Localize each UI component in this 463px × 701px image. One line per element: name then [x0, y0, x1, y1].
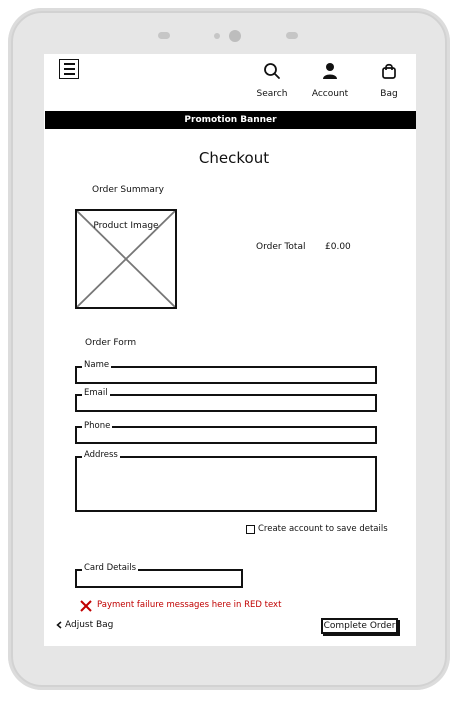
account-icon: [321, 62, 339, 80]
adjust-bag-label: Adjust Bag: [65, 620, 114, 630]
nav-search[interactable]: [256, 62, 288, 99]
menu-icon[interactable]: [59, 59, 79, 79]
search-icon: [263, 62, 281, 80]
create-account-label: Create account to save details: [258, 524, 388, 534]
sensor-dot: [214, 33, 220, 39]
complete-order-button[interactable]: Complete Order: [321, 618, 398, 634]
nav-bag-label: Bag: [380, 89, 398, 99]
card-details-label: Card Details: [84, 563, 137, 573]
speaker-left: [158, 32, 170, 39]
camera: [229, 30, 241, 42]
nav-account-label: Account: [311, 89, 349, 99]
bag-icon: [380, 62, 398, 80]
promotion-banner[interactable]: Promotion Banner: [45, 111, 416, 129]
payment-error-message: Payment failure messages here in RED text: [97, 600, 282, 610]
speaker-right: [286, 32, 298, 39]
phone-field-label: Phone: [84, 421, 111, 431]
phone-field[interactable]: [75, 426, 377, 444]
order-summary-heading: Order Summary: [92, 185, 164, 195]
chevron-left-icon: [56, 621, 62, 629]
nav-search-label: Search: [256, 89, 288, 99]
address-field-label: Address: [84, 450, 118, 460]
order-total-label: Order Total: [256, 242, 306, 252]
nav-bag[interactable]: [376, 62, 402, 99]
email-field-label: Email: [84, 388, 108, 398]
product-image-placeholder: [75, 209, 177, 309]
order-total-value: £0.00: [325, 242, 351, 252]
address-field[interactable]: [75, 456, 377, 512]
email-field[interactable]: [75, 394, 377, 412]
product-image-label: Product Image: [93, 221, 159, 231]
error-x-icon: [79, 599, 93, 613]
screen: [44, 54, 416, 646]
name-field[interactable]: [75, 366, 377, 384]
page-title: Checkout: [198, 149, 270, 167]
name-field-label: Name: [84, 360, 110, 370]
order-form-heading: Order Form: [85, 338, 137, 348]
adjust-bag-link[interactable]: [56, 620, 113, 630]
create-account-checkbox[interactable]: [246, 525, 255, 534]
nav-account[interactable]: [310, 62, 350, 99]
